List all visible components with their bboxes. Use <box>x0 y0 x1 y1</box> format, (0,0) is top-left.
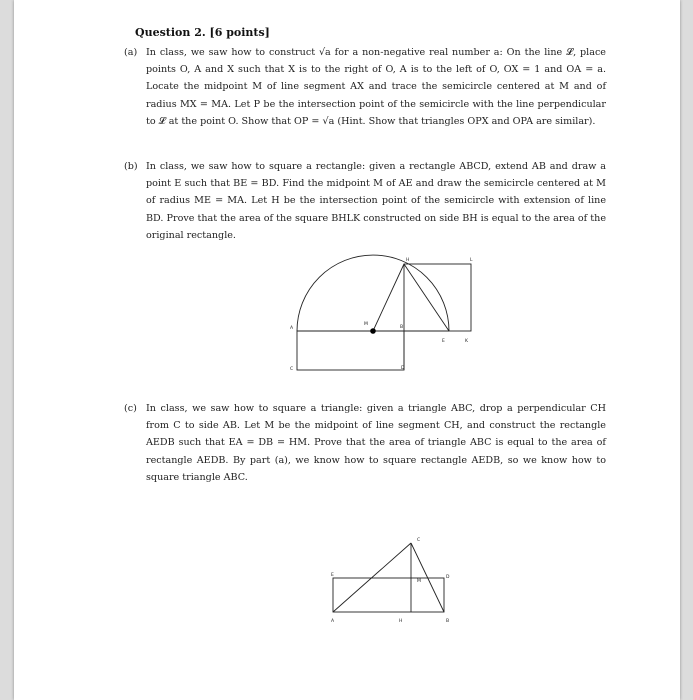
side-cb <box>411 543 444 612</box>
label-b: B <box>446 619 450 624</box>
part-c-text: In class, we saw how to square a triangle: given a triangle ABC, drop a perpendicular CH from C to side AB. Let M be the midpoint of line segment CH, and construct the rectangle AEDB such that EA = DB = HM. Prove that the area of triangle ABC is equal to the area of rectangle AEDB. By part (a), we know how to square rectangle AEDB, so we know how to square triangle ABC. <box>146 403 606 483</box>
side-ac <box>333 543 411 612</box>
part-b-label: (b) <box>124 161 138 172</box>
label-a: A <box>331 619 335 624</box>
label-l: L <box>470 258 473 263</box>
label-a: A <box>290 326 294 331</box>
label-e: E <box>331 573 334 578</box>
label-b: B <box>400 325 404 330</box>
label-e: E <box>442 339 445 344</box>
label-h: H <box>406 258 410 263</box>
part-c-label: (c) <box>124 403 137 414</box>
question-title: Question 2. [6 points] <box>135 26 270 39</box>
label-c: C <box>417 538 421 543</box>
label-k: K <box>465 339 468 344</box>
part-a-label: (a) <box>124 47 138 58</box>
part-a-text: In class, we saw how to construct √a for a non-negative real number a: On the line 𝓛, place points O, A and X such that X is to the right of O, A is to the left of O, OX = 1 and OA = a. Locate the midpoint M of line segment AX and trace the semicircle centered at M and of radius MX = MA. Let P be the intersection point of the semicircle with the line perpendicular to 𝓛 at the point O. Show that OP = √a (Hint. Show that triangles OPX and OPA are similar). <box>146 47 606 127</box>
part-b-text: In class, we saw how to square a rectangle: given a rectangle ABCD, extend AB and draw a point E such that BE = BD. Find the midpoint M of AE and draw the semicircle centered at M of radius ME = MA. Let H be the intersection point of the semicircle with extension of line BD. Prove that the area of the square BHLK constructed on side BH is equal to the area of the original rectangle. <box>146 161 606 241</box>
label-m: M <box>417 579 421 584</box>
label-d: D <box>446 575 450 580</box>
label-m: M <box>364 322 368 327</box>
label-c: C <box>290 367 294 372</box>
label-d: D <box>401 366 405 371</box>
rectangle-aedb <box>333 578 444 612</box>
label-h: H <box>399 619 403 624</box>
